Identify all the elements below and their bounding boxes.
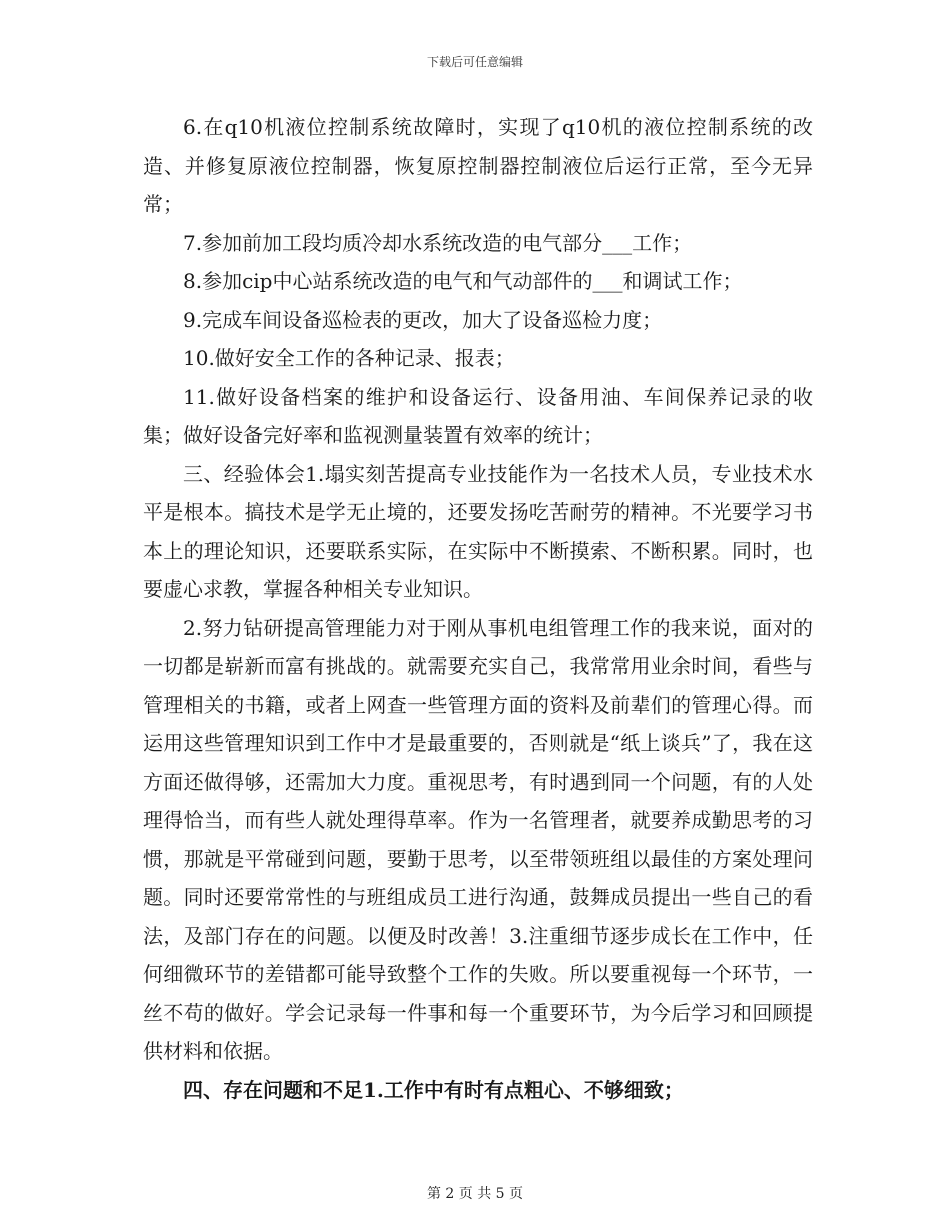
paragraph-item-11: 11.做好设备档案的维护和设备运行、设备用油、车间保养记录的收集；做好设备完好率和监视测量装置有效率的统计；: [143, 384, 813, 447]
page-header: 下载后可任意编辑: [426, 55, 523, 69]
paragraph-item-8: 8.参加cip中心站系统改造的电气和气动部件的___和调试工作；: [183, 269, 743, 293]
section-heading-problems: 四、存在问题和不足1.工作中有时有点粗心、不够细致；: [183, 1077, 684, 1102]
document-body: [143, 108, 813, 1109]
paragraph-item-6: 6.在q10机液位控制系统故障时，实现了q10机的液位控制系统的改造、并修复原液位控制器，恢复原控制器控制液位后运行正常，至今无异常；: [143, 115, 813, 216]
page-footer: 第 2 页 共 5 页: [426, 1186, 524, 1202]
paragraph-management: 2.努力钻研提高管理能力对于刚从事机电组管理工作的我来说，面对的一切都是崭新而富有挑战的。就需要充实自己，我常常用业余时间，看些与管理相关的书籍，或者上网查一些管理方面的资料及前辈们的管理心得。而运用这些管理知识到工作中才是最重要的，否则就是“纸上谈兵”了，我在这方面还做得够，还需加大力度。重视思考，有时遇到同一个问题，有的人处理得恰当，而有些人就处理得草率。作为一名管理者，就要养成勤思考的习惯，那就是平常碰到问题，要勤于思考，以至带领班组以最佳的方案处理问题。同时还要常常性的与班组成员工进行沟通，鼓舞成员提出一些自己的看法，及部门存在的问题。以便及时改善！3.注重细节逐步成长在工作中，任何细微环节的差错都可能导致整个工作的失败。所以要重视每一个环节，一丝不苟的做好。学会记录每一件事和每一个重要环节，为今后学习和回顾提供材料和依据。: [143, 615, 813, 1063]
paragraph-experience: 三、经验体会1.塌实刻苦提高专业技能作为一名技术人员，专业技术水平是根本。搞技术是学无止境的，还要发扬吃苦耐劳的精神。不光要学习书本上的理论知识，还要联系实际，在实际中不断摸索、不断积累。同时，也要虚心求教，掌握各种相关专业知识。: [143, 461, 813, 601]
paragraph-item-10: 10.做好安全工作的各种记录、报表；: [183, 346, 515, 370]
paragraph-item-9: 9.完成车间设备巡检表的更改，加大了设备巡检力度；: [183, 307, 663, 332]
paragraph-item-7: 7.参加前加工段均质冷却水系统改造的电气部分___工作；: [183, 230, 693, 255]
